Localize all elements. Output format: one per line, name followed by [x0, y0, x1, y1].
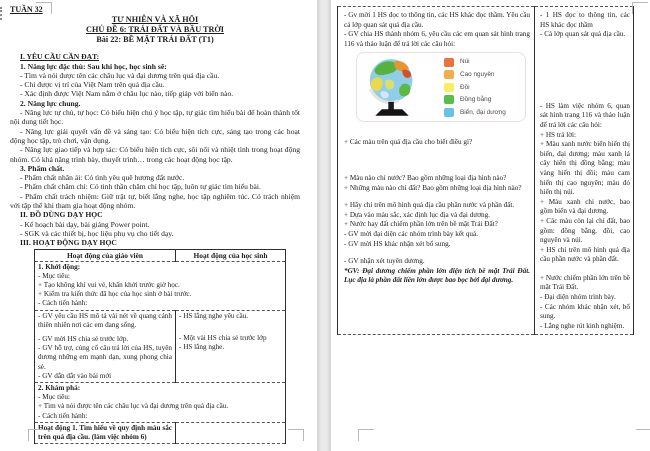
crop-mark: [288, 429, 304, 441]
cell-line: + Màu nào chỉ nước? Bao gồm những loại địa hình nào?: [344, 173, 507, 182]
cell-line: - GV nhận xét tuyên dương.: [344, 257, 425, 266]
activity1-title: Hoạt động 1. Tìm hiểu về quy định màu sắc trên quả địa cầu. (làm việc nhóm 6): [38, 423, 172, 441]
student-cell: [535, 7, 634, 335]
cell-line: - Cách tiến hành:: [38, 411, 88, 420]
paragraph: - Tìm và nói được tên các châu lục và đại dương trên quả địa cầu.: [20, 70, 220, 80]
cell-line: - GV dẫn dắt vào bài mới: [38, 371, 112, 380]
paragraph: - Kế hoạch bài dạy, bài giảng Power point.: [20, 219, 150, 229]
cell-line: + Dựa vào màu sắc, xác định lục địa và đại dương.: [344, 210, 490, 219]
paragraph: - Phẩm chất trách nhiệm: Giữ trật tự, biết lắng nghe, học tập nghiêm túc. Có trách nhiệm với tập thể khi tham gia hoạt động nhóm.: [10, 191, 300, 211]
cell-line: - 1 HS đọc to thông tin, các HS khác đọc thầm: [540, 11, 630, 29]
page-gap: [317, 0, 331, 451]
week-label: TUẦN 32: [10, 5, 43, 14]
cursor-artifact: [0, 7, 2, 20]
legend-item: [444, 95, 506, 105]
activities-table-continued: [337, 6, 634, 335]
cell-line: - Đại diện nhóm trình bày.: [540, 293, 616, 302]
document-titles: [10, 15, 300, 45]
globe-legend-figure: [356, 52, 526, 122]
crop-mark: [632, 2, 648, 14]
cell-line: + Màu xanh chỉ nước, bao gồm biển và đại dương.: [540, 197, 630, 216]
cell-line: - Mục tiêu:: [38, 271, 70, 280]
legend-item: [444, 83, 506, 93]
legend-swatch-plateau: [444, 70, 454, 79]
cell-line: - Lắng nghe rút kinh nghiệm.: [540, 321, 625, 330]
paragraph: 2. Năng lực chung.: [20, 98, 81, 108]
paragraph: - Năng lực giao tiếp và hợp tác: Có biểu hiện tích cực, sôi nổi và nhiệt tình trong hoạt động nhóm. Có khả năng trình bày, thuyết trình… trong các hoạt động học tập.: [10, 145, 300, 164]
crop-mark: [36, 2, 52, 14]
cell-line: + HS trả lời:: [540, 130, 577, 139]
cell-line: + Tìm và nói được tên các châu lục và đại dương trên quả địa cầu.: [38, 402, 229, 411]
cell-line: + Các màu còn lại chỉ đất, bao gồm: đồng bằng, đồi, cao nguyên và núi.: [540, 216, 630, 245]
legend-label: Đồng bằng: [460, 96, 492, 104]
paragraph: - Phẩm chất chăm chỉ: Có tinh thần chăm chỉ học tập, luôn tự giác tìm hiểu bài.: [20, 182, 261, 192]
student-cell: [176, 310, 286, 382]
paragraph: - Xác định được Việt Nam nằm ở châu lục nào, tiếp giáp với biển nào.: [20, 89, 234, 99]
page-2: [331, 0, 650, 451]
section-heading: II. ĐỒ DÙNG DẠY HỌC: [20, 210, 103, 220]
legend-swatch-sea: [444, 108, 454, 117]
theme-title: CHỦ ĐỀ 6: TRÁI ĐẤT VÀ BẦU TRỜI: [86, 25, 224, 35]
cell-line: - HS lắng nghe yêu cầu.: [179, 311, 249, 320]
map-color-legend: [444, 54, 506, 120]
empty-cell: [176, 422, 286, 443]
globe-icon: [366, 56, 418, 118]
paragraph: - Phẩm chất nhân ái: Có tình yêu quê hương đất nước.: [20, 173, 185, 183]
activities-table: [34, 249, 286, 445]
legend-label: Cao nguyên: [460, 70, 495, 78]
cell-line: - HS làm việc nhóm 6, quan sát hình trang 116 và thảo luận để trả lời các câu hỏi:: [540, 101, 630, 129]
crop-mark: [28, 429, 44, 441]
cell-line: - Một vài HS chia sẻ trước lớp: [179, 333, 267, 342]
crop-mark: [358, 429, 374, 441]
legend-swatch-mountain: [444, 58, 454, 67]
legend-label: Biển, đại dương: [460, 108, 506, 116]
cell-line: + Những màu nào chỉ đất? Bao gồm những loại địa hình nào?: [344, 183, 522, 192]
section-heading: III. HOẠT ĐỘNG DẠY HỌC: [20, 238, 117, 248]
cell-line: - GV yêu cầu HS mô tả vài nét về quang cảnh thiên nhiên nơi các em đang sống.: [38, 311, 172, 329]
cell-line: - GV chia HS thành nhóm 6, yêu cầu các em quan sát hình trang 116 và thảo luận để trả lời các câu hỏi:: [344, 30, 530, 48]
crop-mark: [636, 429, 650, 441]
teacher-cell: [338, 7, 535, 335]
teacher-cell: [35, 310, 176, 382]
legend-swatch-plain: [444, 95, 454, 104]
header-student-activities: Hoạt động của học sinh: [176, 249, 286, 261]
cell-line: + Kiểm tra kiến thức đã học của học sinh ở bài trước.: [38, 290, 192, 299]
cell-line: + HS chỉ trên mô hình quả địa cầu phần nước và phần đất.: [540, 245, 630, 264]
cell-line: + Các màu trên quả địa cầu cho biết điều gì?: [344, 138, 473, 147]
warmup-section-cell: [35, 261, 286, 310]
cell-line: - GV mời HS khác nhận xét bổ sung.: [344, 239, 451, 248]
cell-line: - Cách tiến hành:: [38, 299, 88, 308]
activity1-cell: [35, 422, 176, 443]
cell-line: - GV mời đại diện các nhóm trình bày kết quả.: [344, 229, 479, 238]
section-heading: I. YÊU CẦU CẦN ĐẠT:: [20, 52, 100, 62]
cell-line: 2. Khám phá:: [38, 383, 81, 392]
lesson-title: Bài 22: BỀ MẶT TRÁI ĐẤT (T1): [96, 35, 214, 45]
header-teacher-activities: Hoạt động của giáo viên: [35, 249, 176, 261]
cell-line: 1. Khởi động:: [38, 262, 81, 271]
legend-item: [444, 108, 506, 118]
cell-line: - GV hỗ trợ, củng cố câu trả lời của HS, tuyên dương những em mạnh dạn, xung phong chia sẻ.: [38, 344, 172, 371]
legend-label: Đồi: [460, 83, 470, 91]
cell-line: + Hãy chỉ trên mô hình quả địa cầu phần nước và phần đất.: [344, 201, 515, 210]
page-1-content: [0, 0, 317, 248]
cell-line: - Mục tiêu:: [38, 393, 70, 402]
paragraph: - SGK và các thiết bị, học liệu phụ vụ cho tiết dạy.: [20, 228, 174, 238]
table-row: [35, 261, 286, 310]
cell-line: - Các nhóm khác nhận xét, bổ sung.: [540, 302, 630, 321]
paragraph: - Năng lực tự chủ, tự học: Có biểu hiện chú ý học tập, tự giác tìm hiểu bài để hoàn thành tốt nội dung tiết học.: [10, 108, 300, 127]
legend-label: Núi: [460, 58, 470, 66]
table-row: [35, 422, 286, 443]
page-1: [0, 0, 317, 451]
paragraph: - Năng lực giải quyết vấn đề và sáng tạo: Có biểu hiện tích cực, sáng tạo trong các hoạt động học tập, trò chơi, vận dụng.: [10, 126, 300, 145]
table-row: [35, 382, 286, 422]
discovery-section-cell: [35, 382, 286, 422]
table-header-row: [35, 249, 286, 261]
cell-line: + Nước hay đất chiếm phần lớn trên bề mặt Trái Đất?: [344, 220, 498, 229]
cell-line: + Màu xanh nước biển hiển thị biển, đại dương; màu xanh lá cây hiển thị đồng bằng; màu vàng hiển thị đồi; màu cam hiển thị cao nguyên; màu đỏ hiển thị núi.: [540, 140, 630, 197]
legend-item: [444, 70, 506, 80]
cell-line: - Gv mời 1 HS đọc to thông tin, các HS khác đọc thầm. Yêu cầu cả lớp quan sát quả địa cầu.: [344, 11, 530, 29]
subject-title: TỰ NHIÊN VÀ XÃ HỘI: [111, 15, 199, 25]
cell-line: + Tạo không khí vui vẻ, khấn khởi trước giờ học.: [38, 280, 180, 289]
table-row: [35, 310, 286, 382]
paragraph: - Chỉ được vị trí của Việt Nam trên quả địa cầu.: [20, 80, 165, 90]
table-row: [338, 7, 634, 335]
cell-line: + Nước chiếm phần lớn trên bề mặt Trái Đất.: [540, 273, 630, 292]
paragraph: 1. Năng lực đặc thù: Sau khi học, học sinh sẽ:: [20, 61, 167, 71]
legend-swatch-hill: [444, 83, 454, 92]
cell-line: - HS lắng nghe.: [179, 342, 225, 351]
legend-item: [444, 57, 506, 67]
cell-line: - GV mời HS chia sẻ trước lớp.: [38, 334, 129, 343]
paragraph: 3. Phẩm chất.: [20, 163, 65, 173]
teacher-note: *GV: Đại dương chiếm phần lớn diện tích bề mặt Trái Đất. Lục địa là phần đất liền lớn được bao bọc bởi đại dương.: [344, 266, 530, 285]
cell-line: - Cả lớp quan sát quả địa cầu.: [540, 30, 626, 39]
